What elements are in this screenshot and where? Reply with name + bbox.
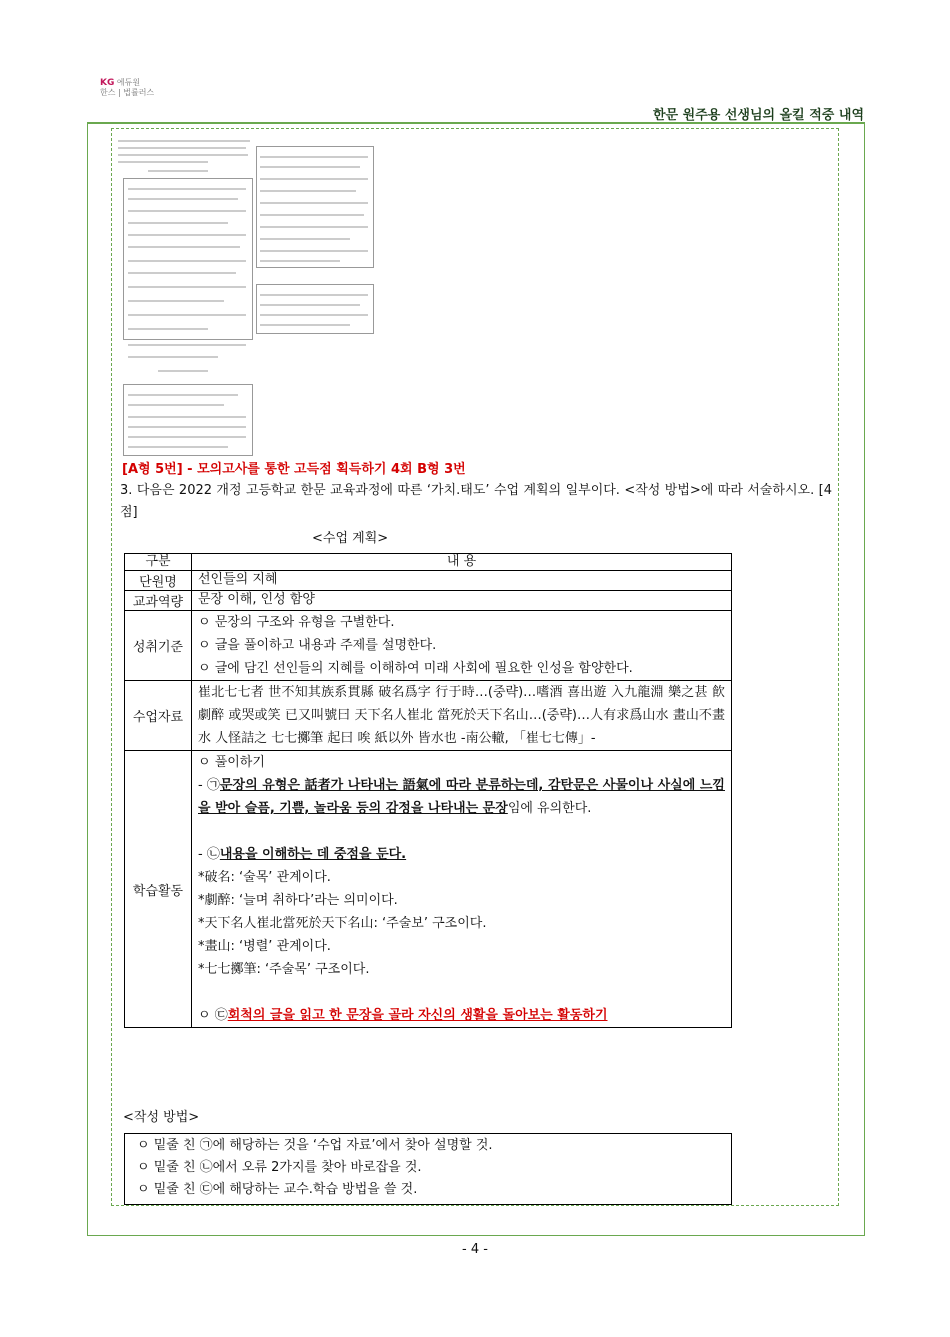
method-item: ㅇ 밑줄 친 ㉠에 해당하는 것을 ‘수업 자료’에서 찾아 설명할 것. xyxy=(137,1138,493,1153)
activity-item-c xyxy=(198,1004,725,1027)
method-label: <작성 방법> xyxy=(123,1110,200,1125)
underlined-b: 내용을 이해하는 데 중점을 둔다. xyxy=(219,847,407,862)
marker-b: - ㉡ xyxy=(198,847,220,862)
table-header-row xyxy=(125,554,732,571)
header-cell-content: 내 용 xyxy=(192,554,732,571)
marker-c: ㅇ ㉢ xyxy=(198,1008,228,1023)
method-item: ㅇ 밑줄 친 ㉡에서 오류 2가지를 찾아 바로잡을 것. xyxy=(137,1160,422,1175)
page-number: - 4 - xyxy=(462,1242,488,1257)
logo-brand: KG xyxy=(100,78,115,88)
unit-value: 선인들의 지혜 xyxy=(192,571,732,591)
right-border xyxy=(864,124,865,1236)
question-title: [A형 5번] - 모의고사를 통한 고득점 획득하기 4회 B형 3번 xyxy=(122,462,466,477)
left-border xyxy=(87,124,88,1236)
table-row xyxy=(125,591,732,611)
analysis-item: *天下名人崔北當死於天下名山: ‘주술보’ 구조이다. xyxy=(198,916,487,931)
unit-label: 단원명 xyxy=(125,571,192,591)
analysis-item: *劇醉: ‘늘며 취하다’라는 의미이다. xyxy=(198,893,398,908)
logo-sub1: 에듀원 xyxy=(116,78,141,87)
method-item: ㅇ 밑줄 친 ㉢에 해당하는 교수.학습 방법을 쓸 것. xyxy=(137,1182,418,1197)
competency-value: 문장 이해, 인성 함양 xyxy=(192,591,732,611)
table-row xyxy=(125,611,732,681)
standards-label: 성취기준 xyxy=(125,611,192,681)
standard-item: ㅇ 글에 담긴 선인들의 지혜를 이해하여 미래 사회에 필요한 인성을 함양한다. xyxy=(198,661,633,676)
activity-label: 학습활동 xyxy=(125,751,192,1028)
underlined-a: 문장의 유형은 話者가 나타내는 語氣에 따라 분류하는데, 감탄문은 사물이나 사실에 느낌을 받아 슬픔, 기쁨, 놀라움 등의 감정을 나타내는 문장 xyxy=(198,778,725,816)
standard-item: ㅇ 글을 풀이하고 내용과 주제를 설명한다. xyxy=(198,638,437,653)
table-row xyxy=(125,1134,732,1205)
method-cell xyxy=(125,1134,732,1205)
exam-page-thumbnail xyxy=(118,138,380,456)
bottom-border xyxy=(87,1235,865,1236)
page-title: 한문 원주용 선생님의 올킬 적중 내역 xyxy=(653,108,864,123)
underlined-c: 회척의 글을 읽고 한 문장을 골라 자신의 생활을 돌아보는 활동하기 xyxy=(227,1008,608,1023)
publisher-logo xyxy=(100,78,154,97)
question-text: 3. 다음은 2022 개정 고등학교 한문 교육과정에 따른 ‘가치.태도’ 수업 계획의 일부이다. <작성 방법>에 따라 서술하시오. [4점] xyxy=(120,483,832,520)
header-cell-category: 구분 xyxy=(125,554,192,571)
header-divider xyxy=(87,122,865,124)
activity-heading: ㅇ 풀이하기 xyxy=(198,755,265,770)
activity-item-a xyxy=(198,774,725,820)
lesson-plan-table xyxy=(124,553,732,1028)
material-text: 崔北七七者 世不知其族系貫縣 破名爲字 行于時…(중략)…嗜酒 喜出遊 入九龍淵 樂之甚 飮劇醉 或哭或笑 已又叫號曰 天下名人崔北 當死於天下名山…(중략)…人有求爲山水 畫山不畫水 人怪詰之 七七擲筆 起曰 唉 紙以外 皆水也 -南公轍, 「崔七七傳」- xyxy=(192,681,732,751)
standards-cell xyxy=(192,611,732,681)
logo-sub2: 한스 | 법률러스 xyxy=(100,88,155,97)
activity-item-b xyxy=(198,843,725,866)
table-row xyxy=(125,681,732,751)
analysis-item: *破名: ‘술목’ 관계이다. xyxy=(198,870,331,885)
activity-cell xyxy=(192,751,732,1028)
table-row xyxy=(125,751,732,1028)
suffix-a: 임에 유의한다. xyxy=(507,801,592,816)
plan-caption: <수업 계획> xyxy=(312,531,389,546)
analysis-item: *七七擲筆: ‘주술목’ 구조이다. xyxy=(198,962,370,977)
method-table xyxy=(124,1133,732,1205)
competency-label: 교과역량 xyxy=(125,591,192,611)
analysis-item: *畫山: ‘병렬’ 관계이다. xyxy=(198,939,331,954)
table-row xyxy=(125,571,732,591)
material-label: 수업자료 xyxy=(125,681,192,751)
marker-a: - ㉠ xyxy=(198,778,220,793)
standard-item: ㅇ 문장의 구조와 유형을 구별한다. xyxy=(198,615,395,630)
